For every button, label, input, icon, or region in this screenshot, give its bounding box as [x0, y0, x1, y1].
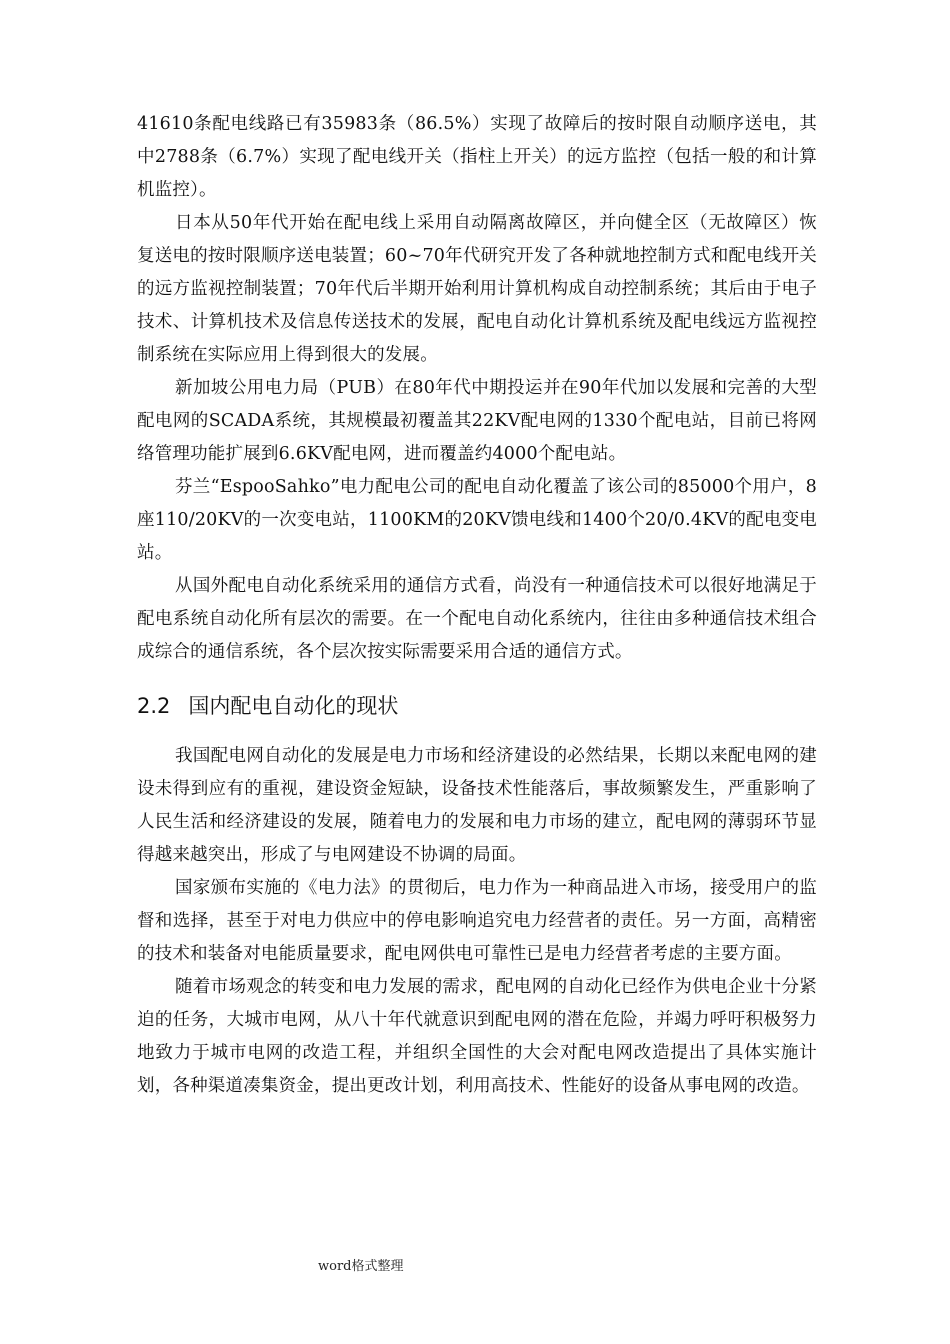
bottom-paragraphs [137, 740, 817, 1103]
paragraph: 随着市场观念的转变和电力发展的需求，配电网的自动化已经作为供电企业十分紧迫的任务，大城市电网，从八十年代就意识到配电网的潜在危险，并竭力呼吁积极努力地致力于城市电网的改造工程，并组织全国性的大会对配电网改造提出了具体实施计划，各种渠道凑集资金，提出更改计划，利用高技术、性能好的设备从事电网的改造。 [137, 977, 817, 1096]
paragraph: 从国外配电自动化系统采用的通信方式看，尚没有一种通信技术可以很好地满足于配电系统自动化所有层次的需要。在一个配电自动化系统内，往往由多种通信技术组合成综合的通信系统，各个层次按实际需要采用合适的通信方式。 [137, 576, 817, 662]
paragraph: 日本从50年代开始在配电线上采用自动隔离故障区，并向健全区（无故障区）恢复送电的按时限顺序送电装置；60~70年代研究开发了各种就地控制方式和配电线开关的远方监视控制装置；70年代后半期开始利用计算机构成自动控制系统；其后由于电子技术、计算机技术及信息传送技术的发展，配电自动化计算机系统及配电线远方监视控制系统在实际应用上得到很大的发展。 [137, 213, 817, 365]
paragraph: 41610条配电线路已有35983条（86.5%）实现了故障后的按时限自动顺序送电，其中2788条（6.7%）实现了配电线开关（指柱上开关）的远方监控（包括一般的和计算机监控）。 [137, 114, 817, 200]
top-paragraphs [137, 108, 817, 669]
paragraph: 芬兰“EspooSahko”电力配电公司的配电自动化覆盖了该公司的85000个用户，8座110/20KV的一次变电站，1100KM的20KV馈电线和1400个20/0.4KV的配电变电站。 [137, 477, 817, 563]
page-footer: word格式整理 [318, 1259, 404, 1274]
paragraph: 国家颁布实施的《电力法》的贯彻后，电力作为一种商品进入市场，接受用户的监督和选择，甚至于对电力供应中的停电影响追究电力经营者的责任。另一方面，高精密的技术和装备对电能质量要求，配电网供电可靠性已是电力经营者考虑的主要方面。 [137, 878, 817, 964]
section-title: 国内配电自动化的现状 [188, 694, 399, 718]
paragraph: 我国配电网自动化的发展是电力市场和经济建设的必然结果，长期以来配电网的建设未得到应有的重视，建设资金短缺，设备技术性能落后，事故频繁发生，严重影响了人民生活和经济建设的发展，随着电力的发展和电力市场的建立，配电网的薄弱环节显得越来越突出，形成了与电网建设不协调的局面。 [137, 746, 817, 865]
section-number: 2.2 [137, 694, 171, 718]
section-heading [137, 691, 817, 721]
document-body [137, 108, 817, 1103]
paragraph: 新加坡公用电力局（PUB）在80年代中期投运并在90年代加以发展和完善的大型配电网的SCADA系统，其规模最初覆盖其22KV配电网的1330个配电站，目前已将网络管理功能扩展到6.6KV配电网，进而覆盖约4000个配电站。 [137, 378, 817, 464]
